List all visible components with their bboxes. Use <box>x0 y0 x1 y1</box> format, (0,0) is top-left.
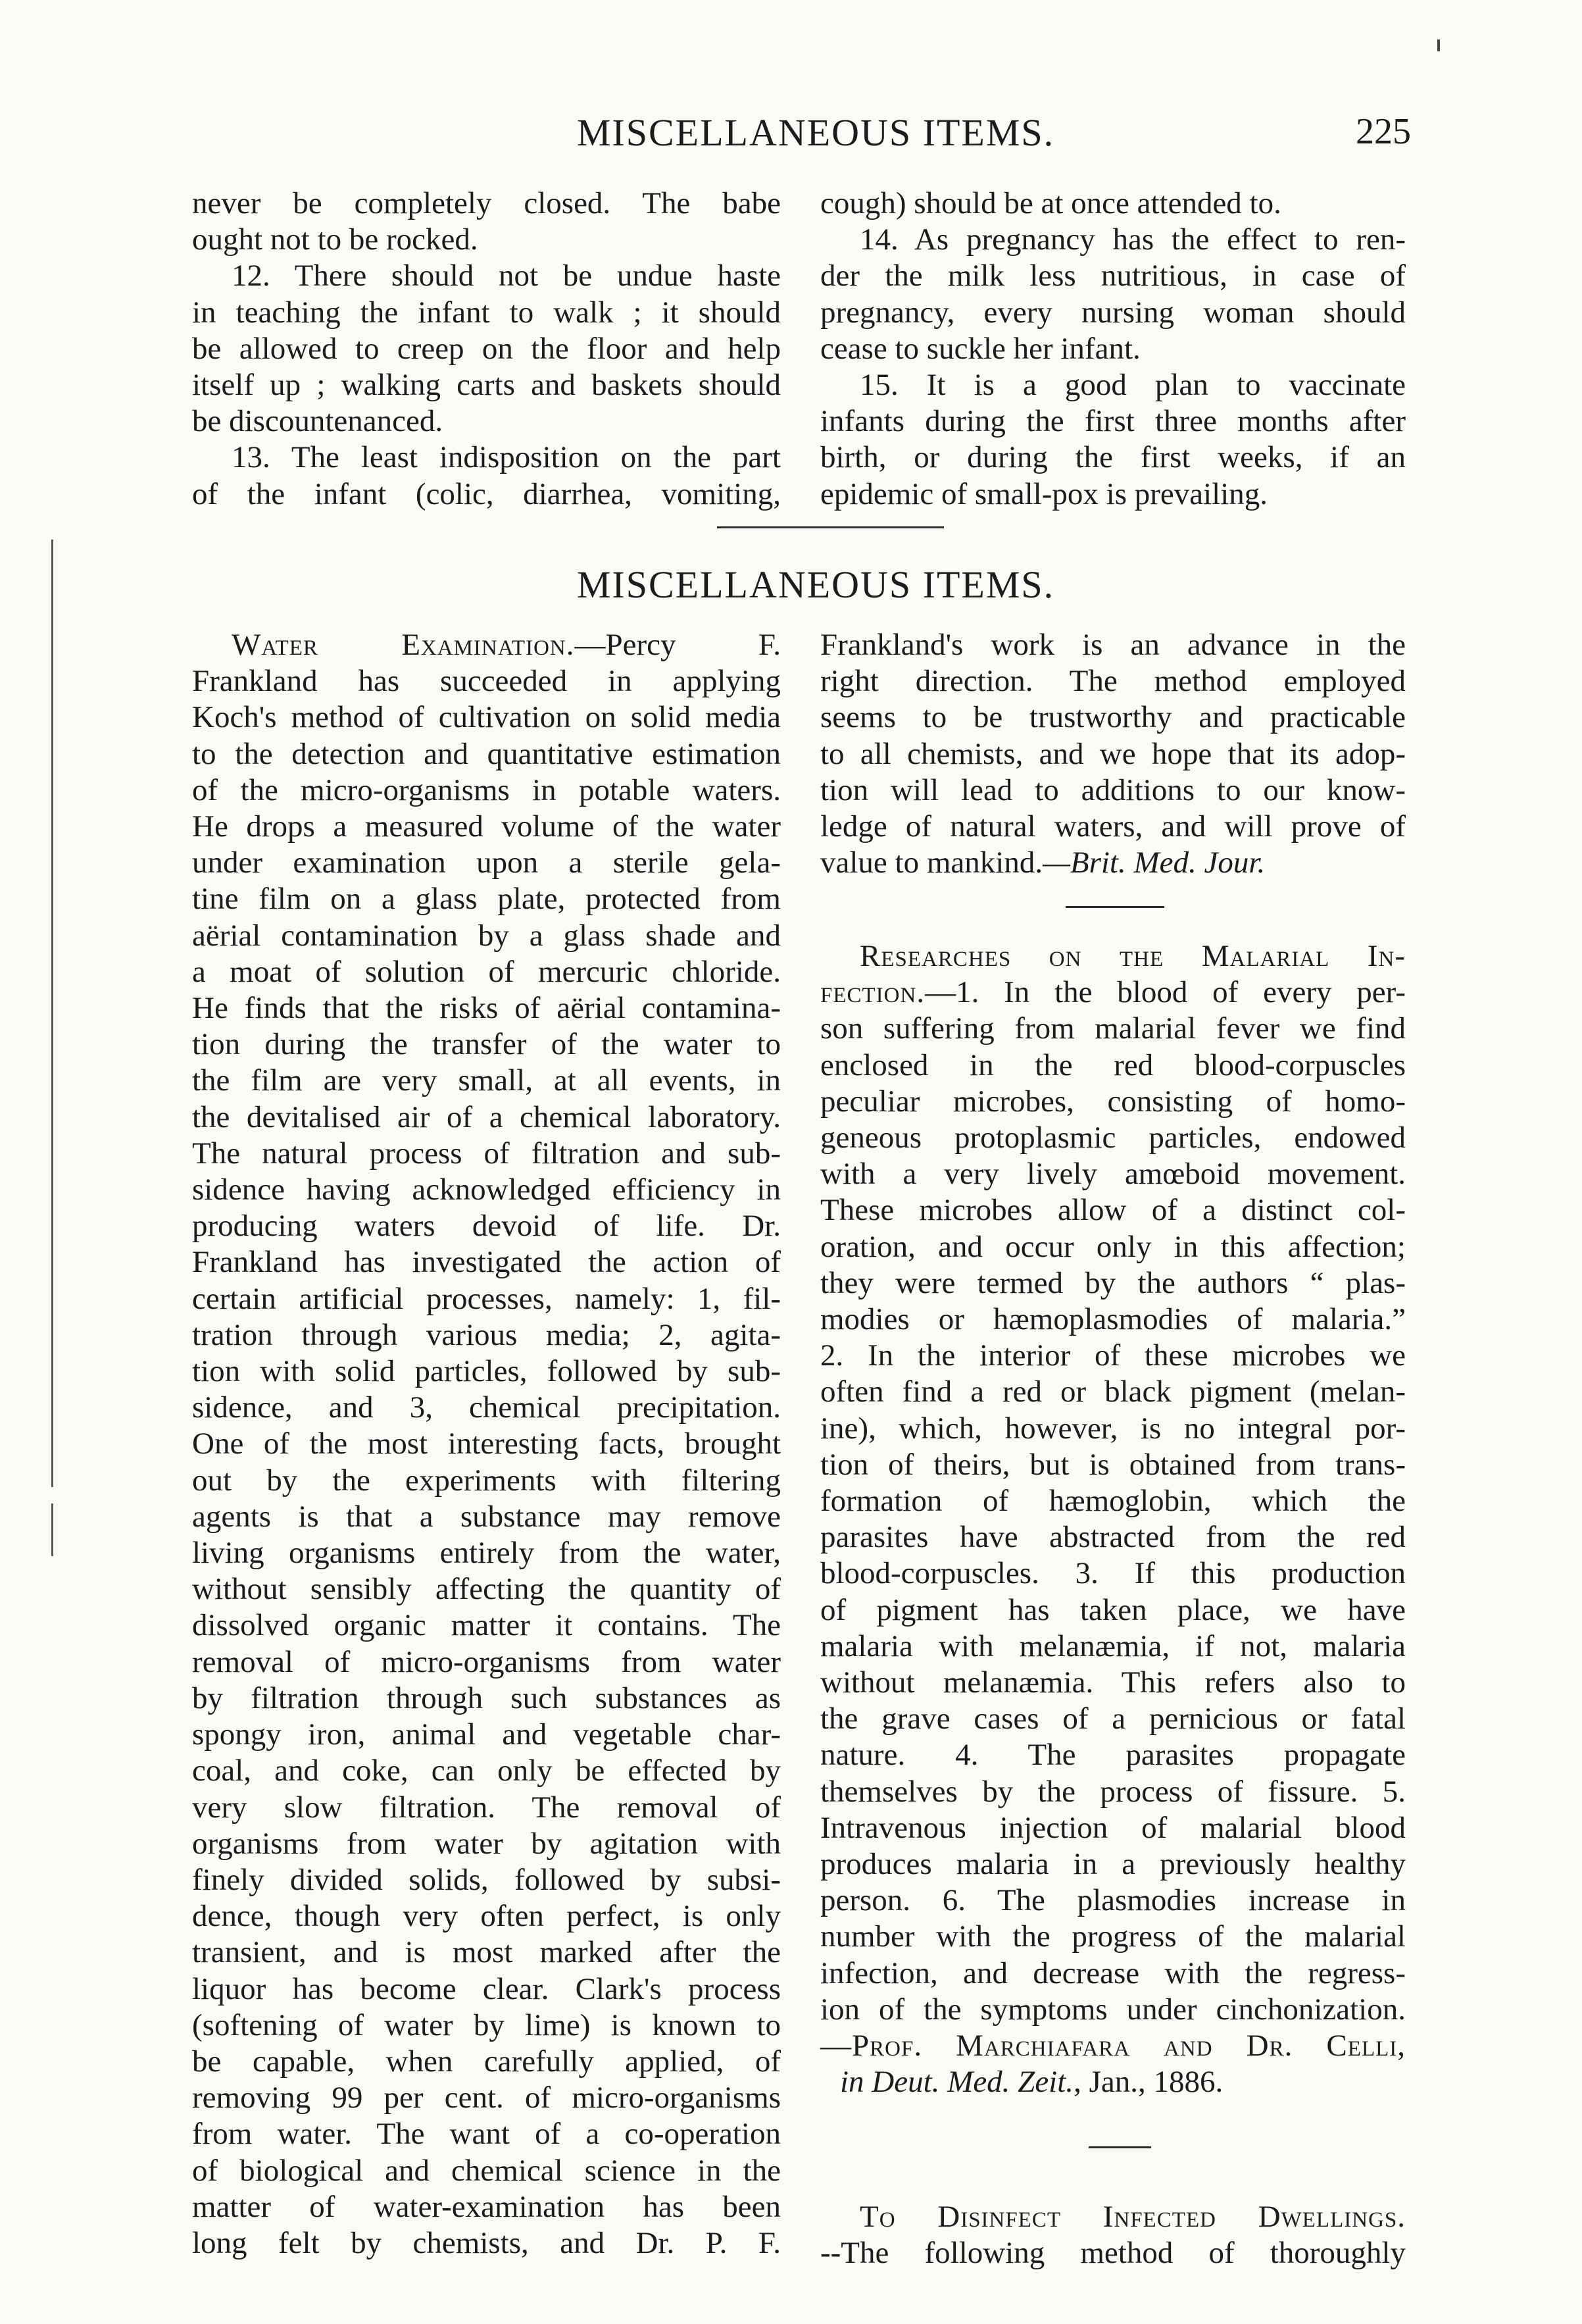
margin-rule-short <box>51 1503 53 1556</box>
text-line: removing 99 per cent. of micro-organisms <box>192 2081 781 2115</box>
text-line: be allowed to creep on the floor and help <box>192 331 781 366</box>
text-line: of the infant (colic, diarrhea, vomiting, <box>192 476 781 511</box>
text-line: tine film on a glass plate, protected from <box>192 882 781 917</box>
text-line: of biological and chemical science in the <box>192 2153 781 2188</box>
text-line: they were termed by the authors “ plas- <box>820 1265 1406 1300</box>
text-line: One of the most interesting facts, brought <box>192 1427 781 1461</box>
text-line: very slow filtration. The removal of <box>192 1790 781 1825</box>
text-line: tion with solid particles, followed by sub- <box>192 1354 781 1389</box>
article-divider <box>1089 2146 1151 2148</box>
text-line: person. 6. The plasmodies increase in <box>820 1883 1406 1918</box>
text-line: ledge of natural waters, and will prove of <box>820 809 1406 844</box>
page-number: 225 <box>1356 111 1411 152</box>
text-line: removal of micro-organisms from water <box>192 1644 781 1679</box>
text-line: by filtration through such substances as <box>192 1680 781 1715</box>
text-line: liquor has become clear. Clark's process <box>192 1971 781 2006</box>
article-first-line <box>820 974 1406 1011</box>
text-line: the grave cases of a pernicious or fatal <box>820 1702 1406 1736</box>
disinfect-article <box>820 2199 1406 2271</box>
text-line: Frankland has investigated the action of <box>192 1245 781 1280</box>
text-line: themselves by the process of fissure. 5. <box>820 1774 1406 1809</box>
margin-tick <box>1437 39 1440 51</box>
text-line: under examination upon a sterile gela- <box>192 846 781 880</box>
text-line: infection, and decrease with the regress- <box>820 1956 1406 1990</box>
text-line: certain artificial processes, namely: 1, fil- <box>192 1281 781 1316</box>
article-heading: fection. <box>820 975 926 1010</box>
text-line: living organisms entirely from the water, <box>192 1536 781 1571</box>
text-line: birth, or during the first weeks, if an <box>820 440 1406 475</box>
text-line: be discountenanced. <box>192 404 443 439</box>
text-line: Koch's method of cultivation on solid media <box>192 700 781 735</box>
text-line: agents is that a substance may remove <box>192 1499 781 1534</box>
section-title: MISCELLANEOUS ITEMS. <box>576 563 1055 606</box>
text-line: without sensibly affecting the quantity of <box>192 1572 781 1607</box>
text-line: The natural process of filtration and sub- <box>192 1136 781 1171</box>
text-line: ine), which, however, is no integral por- <box>820 1411 1406 1446</box>
text-line: sidence having acknowledged efficiency in <box>192 1173 781 1207</box>
text-line: producing waters devoid of life. Dr. <box>192 1209 781 1244</box>
text-line: formation of hæmoglobin, which the <box>820 1484 1406 1519</box>
text-line: 12. There should not be undue haste <box>232 259 781 293</box>
text-line: dissolved organic matter it contains. The <box>192 1608 781 1643</box>
right-column-lower <box>820 627 1406 881</box>
text-line: right direction. The method employed <box>820 664 1406 699</box>
top-right-column <box>820 186 1406 513</box>
section-divider <box>717 526 944 528</box>
text-line: enclosed in the red blood-corpuscles <box>820 1048 1406 1082</box>
text-line: 14. As pregnancy has the effect to ren- <box>860 222 1406 257</box>
text-line: tration through various media; 2, agita- <box>192 1317 781 1352</box>
text-line: tion will lead to additions to our know- <box>820 772 1406 807</box>
article-credit: —Prof. Marchiafara and Dr. Celli, <box>820 2029 1406 2063</box>
text-line: to all chemists, and we hope that its adop- <box>820 736 1406 771</box>
text-line: the film are very small, at all events, in <box>192 1063 781 1098</box>
text-line: These microbes allow of a distinct col- <box>820 1193 1406 1228</box>
text-line: geneous protoplasmic particles, endowed <box>820 1121 1406 1155</box>
text-line: --The following method of thoroughly <box>820 2236 1406 2271</box>
text-line: number with the progress of the malarial <box>820 1919 1406 1954</box>
text-line: son suffering from malarial fever we find <box>820 1011 1406 1046</box>
article-source: —Brit. Med. Jour. <box>1043 846 1266 880</box>
text-line: the devitalised air of a chemical laboratory. <box>192 1099 781 1134</box>
article-first-line <box>192 627 781 663</box>
text-line: transient, and is most marked after the <box>192 1935 781 1970</box>
text-line: often find a red or black pigment (melan- <box>820 1375 1406 1409</box>
text-line: —Percy F. <box>574 628 781 662</box>
text-line: cough) should be at once attended to. <box>820 186 1281 220</box>
text-line: be capable, when carefully applied, of <box>192 2044 781 2079</box>
text-line: aërial contamination by a glass shade and <box>192 918 781 953</box>
text-line: der the milk less nutritious, in case of <box>820 259 1406 293</box>
text-line: Frankland has succeeded in applying <box>192 664 781 699</box>
text-line: Intravenous injection of malarial blood <box>820 1810 1406 1845</box>
article-heading: Researches on the Malarial In- <box>860 939 1406 973</box>
text-line: ion of the symptoms under cinchonization. <box>820 1992 1406 2027</box>
text-line: spongy iron, animal and vegetable char- <box>192 1717 781 1752</box>
text-line: itself up ; walking carts and baskets should <box>192 368 781 403</box>
malarial-infection-article <box>820 938 1406 2101</box>
article-citation <box>820 2064 1406 2100</box>
text-line: out by the experiments with filtering <box>192 1463 781 1498</box>
text-line: sidence, and 3, chemical precipitation. <box>192 1390 781 1425</box>
text-line: long felt by chemists, and Dr. P. F. <box>192 2225 781 2260</box>
text-line: matter of water-examination has been <box>192 2189 781 2224</box>
text-line: to the detection and quantitative estimation <box>192 736 781 771</box>
text-line: epidemic of small-pox is prevailing. <box>820 476 1268 511</box>
text-line: ought not to be rocked. <box>192 222 478 257</box>
water-examination-article <box>192 627 781 2261</box>
text-line: peculiar microbes, consisting of homo- <box>820 1084 1406 1119</box>
text-line: malaria with melanæmia, if not, malaria <box>820 1629 1406 1663</box>
citation-date: , Jan., 1886. <box>1074 2065 1224 2100</box>
text-line: from water. The want of a co-operation <box>192 2117 781 2152</box>
text-line: He drops a measured volume of the water <box>192 809 781 844</box>
text-line: tion during the transfer of the water to <box>192 1027 781 1062</box>
text-line: value to mankind. <box>820 846 1043 880</box>
text-line: coal, and coke, can only be effected by <box>192 1754 781 1788</box>
text-line: pregnancy, every nursing woman should <box>820 295 1406 330</box>
text-line: of pigment has taken place, we have <box>820 1592 1406 1627</box>
text-line: of the micro-organisms in potable waters. <box>192 772 781 807</box>
article-divider <box>1066 906 1164 908</box>
text-line: (softening of water by lime) is known to <box>192 2008 781 2042</box>
article-heading: To Disinfect Infected Dwellings. <box>860 2200 1406 2234</box>
text-line: nature. 4. The parasites propagate <box>820 1738 1406 1773</box>
text-line: never be completely closed. The babe <box>192 186 781 220</box>
citation-journal: in Deut. Med. Zeit. <box>840 2065 1074 2100</box>
text-line: organisms from water by agitation with <box>192 1826 781 1861</box>
text-line: without melanæmia. This refers also to <box>820 1665 1406 1700</box>
text-line: He finds that the risks of aërial contamina- <box>192 991 781 1026</box>
text-line: oration, and occur only in this affection; <box>820 1229 1406 1264</box>
text-line: 2. In the interior of these microbes we <box>820 1338 1406 1373</box>
text-line: —1. In the blood of every per- <box>925 975 1406 1010</box>
article-source-line <box>820 845 1406 881</box>
text-line: infants during the first three months after <box>820 404 1406 439</box>
text-line: tion of theirs, but is obtained from trans- <box>820 1447 1406 1482</box>
text-line: dence, though very often perfect, is only <box>192 1899 781 1934</box>
text-line: in teaching the infant to walk ; it should <box>192 295 781 330</box>
article-heading: Water Examination. <box>232 628 575 662</box>
text-line: parasites have abstracted from the red <box>820 1520 1406 1555</box>
text-line: seems to be trustworthy and practicable <box>820 700 1406 735</box>
text-line: modies or hæmoplasmodies of malaria.” <box>820 1302 1406 1337</box>
running-title: MISCELLANEOUS ITEMS. <box>576 111 1055 154</box>
text-line: blood-corpuscles. 3. If this production <box>820 1556 1406 1591</box>
text-line: cease to suckle her infant. <box>820 331 1141 366</box>
text-line: Frankland's work is an advance in the <box>820 628 1406 662</box>
text-line: 13. The least indisposition on the part <box>232 440 781 475</box>
top-left-column <box>192 186 781 513</box>
text-line: a moat of solution of mercuric chloride. <box>192 954 781 989</box>
text-line: produces malaria in a previously healthy <box>820 1847 1406 1882</box>
text-line: finely divided solids, followed by subsi- <box>192 1862 781 1897</box>
margin-rule <box>51 540 53 1487</box>
text-line: with a very lively amœboid movement. <box>820 1157 1406 1192</box>
text-line: 15. It is a good plan to vaccinate <box>860 368 1406 403</box>
